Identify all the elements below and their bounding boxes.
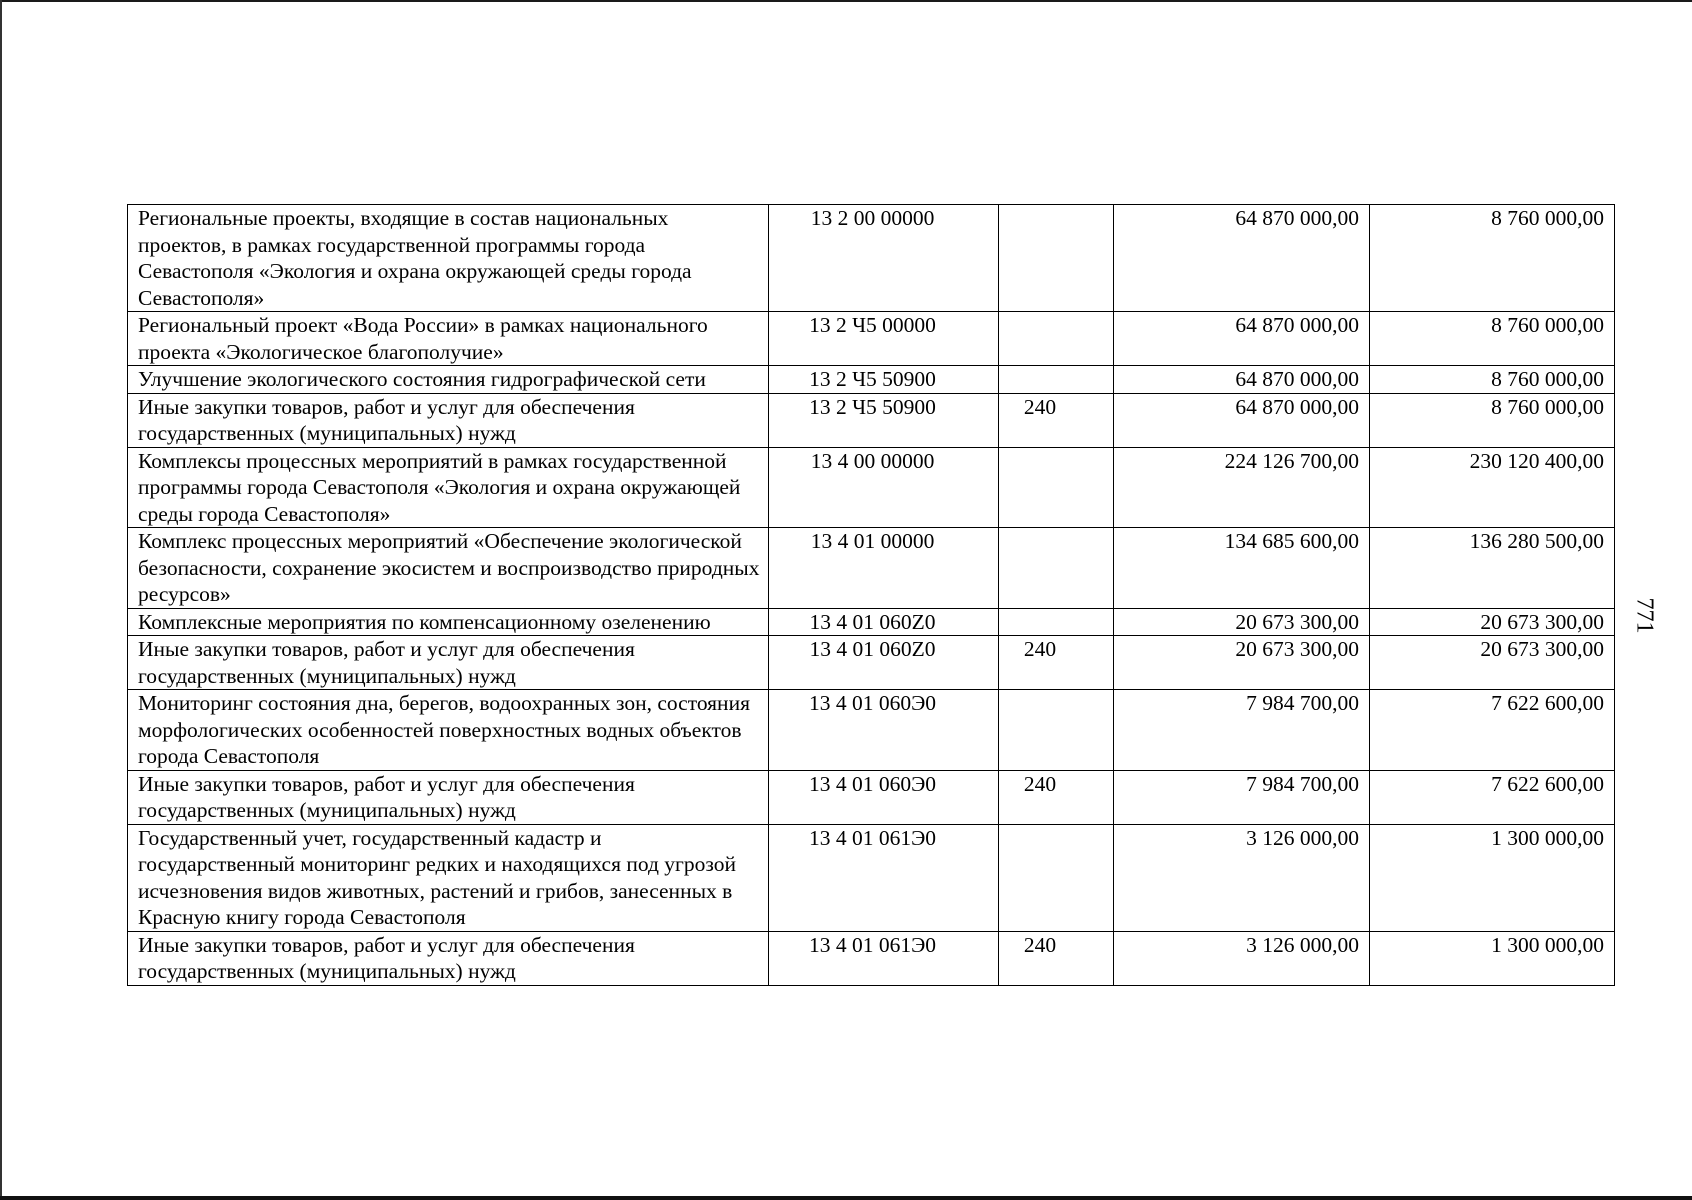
row-sum-second: 20 673 300,00 bbox=[1370, 636, 1615, 690]
row-target-code: 13 2 Ч5 50900 bbox=[769, 393, 999, 447]
row-sum-first: 3 126 000,00 bbox=[1114, 931, 1370, 985]
row-target-code: 13 4 01 060Э0 bbox=[769, 770, 999, 824]
row-sum-first: 7 984 700,00 bbox=[1114, 690, 1370, 771]
row-sum-first: 64 870 000,00 bbox=[1114, 366, 1370, 394]
row-name: Комплекс процессных мероприятий «Обеспечение экологической безопасности, сохранение экосистем и воспроизводство природных ресурсов» bbox=[128, 528, 769, 609]
budget-table bbox=[127, 204, 1615, 986]
row-name: Улучшение экологического состояния гидрографической сети bbox=[128, 366, 769, 394]
row-target-code: 13 4 01 060Z0 bbox=[769, 636, 999, 690]
row-expense-type bbox=[999, 312, 1114, 366]
row-expense-type: 240 bbox=[999, 393, 1114, 447]
row-name: Государственный учет, государственный кадастр и государственный мониторинг редких и находящихся под угрозой исчезновения видов животных, растений и грибов, занесенных в Красную книгу города Севастополя bbox=[128, 824, 769, 931]
row-target-code: 13 4 01 00000 bbox=[769, 528, 999, 609]
row-sum-second: 8 760 000,00 bbox=[1370, 205, 1615, 312]
row-expense-type: 240 bbox=[999, 931, 1114, 985]
row-sum-second: 1 300 000,00 bbox=[1370, 931, 1615, 985]
row-sum-first: 3 126 000,00 bbox=[1114, 824, 1370, 931]
table-row bbox=[128, 824, 1615, 931]
row-name: Иные закупки товаров, работ и услуг для обеспечения государственных (муниципальных) нужд bbox=[128, 393, 769, 447]
row-name: Мониторинг состояния дна, берегов, водоохранных зон, состояния морфологических особенностей поверхностных водных объектов города Севастополя bbox=[128, 690, 769, 771]
table-row bbox=[128, 608, 1615, 636]
row-sum-first: 224 126 700,00 bbox=[1114, 447, 1370, 528]
row-expense-type bbox=[999, 824, 1114, 931]
scan-edge-left bbox=[0, 0, 2, 1200]
row-target-code: 13 2 00 00000 bbox=[769, 205, 999, 312]
row-sum-first: 64 870 000,00 bbox=[1114, 205, 1370, 312]
scan-edge-bottom bbox=[0, 1196, 1692, 1200]
row-name: Иные закупки товаров, работ и услуг для обеспечения государственных (муниципальных) нужд bbox=[128, 931, 769, 985]
row-expense-type bbox=[999, 608, 1114, 636]
row-sum-first: 7 984 700,00 bbox=[1114, 770, 1370, 824]
row-sum-first: 134 685 600,00 bbox=[1114, 528, 1370, 609]
row-expense-type bbox=[999, 447, 1114, 528]
row-sum-second: 8 760 000,00 bbox=[1370, 312, 1615, 366]
table-row bbox=[128, 366, 1615, 394]
row-sum-first: 64 870 000,00 bbox=[1114, 393, 1370, 447]
row-name: Иные закупки товаров, работ и услуг для обеспечения государственных (муниципальных) нужд bbox=[128, 636, 769, 690]
row-target-code: 13 2 Ч5 50900 bbox=[769, 366, 999, 394]
row-target-code: 13 4 01 060Э0 bbox=[769, 690, 999, 771]
row-sum-first: 20 673 300,00 bbox=[1114, 636, 1370, 690]
table-row bbox=[128, 931, 1615, 985]
row-sum-second: 7 622 600,00 bbox=[1370, 690, 1615, 771]
row-target-code: 13 4 01 061Э0 bbox=[769, 931, 999, 985]
table-row bbox=[128, 205, 1615, 312]
row-sum-second: 230 120 400,00 bbox=[1370, 447, 1615, 528]
row-name: Региональный проект «Вода России» в рамках национального проекта «Экологическое благополучие» bbox=[128, 312, 769, 366]
row-target-code: 13 4 01 060Z0 bbox=[769, 608, 999, 636]
table-row bbox=[128, 770, 1615, 824]
row-target-code: 13 4 01 061Э0 bbox=[769, 824, 999, 931]
row-sum-first: 64 870 000,00 bbox=[1114, 312, 1370, 366]
table-row bbox=[128, 528, 1615, 609]
row-expense-type: 240 bbox=[999, 636, 1114, 690]
table-row bbox=[128, 312, 1615, 366]
row-expense-type bbox=[999, 528, 1114, 609]
page-number: 771 bbox=[1631, 597, 1658, 634]
row-sum-second: 7 622 600,00 bbox=[1370, 770, 1615, 824]
table-row bbox=[128, 393, 1615, 447]
row-sum-second: 136 280 500,00 bbox=[1370, 528, 1615, 609]
row-expense-type bbox=[999, 205, 1114, 312]
scan-edge-top bbox=[0, 0, 1692, 2]
row-sum-second: 8 760 000,00 bbox=[1370, 366, 1615, 394]
row-target-code: 13 2 Ч5 00000 bbox=[769, 312, 999, 366]
table-row bbox=[128, 636, 1615, 690]
row-expense-type bbox=[999, 690, 1114, 771]
row-name: Комплексы процессных мероприятий в рамках государственной программы города Севастополя «Экология и охрана окружающей среды города Севастополя» bbox=[128, 447, 769, 528]
row-name: Иные закупки товаров, работ и услуг для обеспечения государственных (муниципальных) нужд bbox=[128, 770, 769, 824]
row-name: Комплексные мероприятия по компенсационному озеленению bbox=[128, 608, 769, 636]
row-expense-type: 240 bbox=[999, 770, 1114, 824]
table-row bbox=[128, 690, 1615, 771]
row-expense-type bbox=[999, 366, 1114, 394]
row-sum-second: 20 673 300,00 bbox=[1370, 608, 1615, 636]
row-target-code: 13 4 00 00000 bbox=[769, 447, 999, 528]
row-name: Региональные проекты, входящие в состав национальных проектов, в рамках государственной программы города Севастополя «Экология и охрана окружающей среды города Севастополя» bbox=[128, 205, 769, 312]
table-row bbox=[128, 447, 1615, 528]
row-sum-first: 20 673 300,00 bbox=[1114, 608, 1370, 636]
row-sum-second: 1 300 000,00 bbox=[1370, 824, 1615, 931]
row-sum-second: 8 760 000,00 bbox=[1370, 393, 1615, 447]
